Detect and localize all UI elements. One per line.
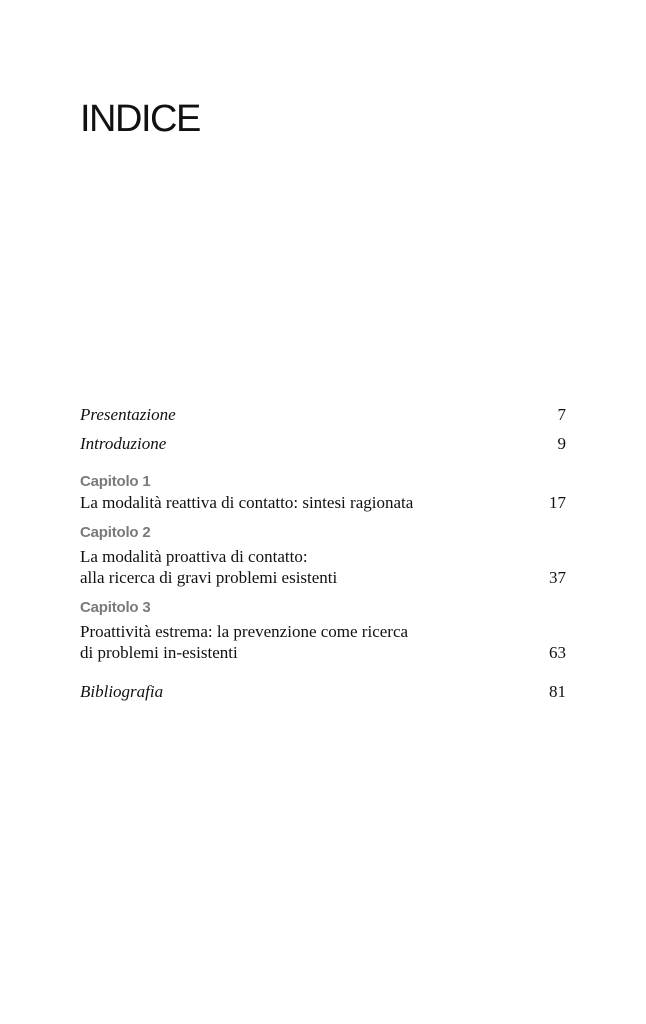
toc-entry-title: Bibliografia	[80, 682, 164, 701]
page-title: INDICE	[80, 98, 200, 140]
chapter-title-line-1: Proattività estrema: la prevenzione come ricerca	[80, 622, 409, 641]
toc-entry-bibliografia[interactable]	[80, 681, 566, 702]
chapter-label: Capitolo 1	[80, 473, 151, 490]
chapter-title-line-2: alla ricerca di gravi problemi esistenti	[80, 568, 338, 587]
toc-page-number: 63	[549, 643, 566, 662]
chapter-title-line-1: La modalità proattiva di contatto:	[80, 547, 308, 566]
chapter-title-line-2: di problemi in-esistenti	[80, 643, 238, 662]
table-of-contents	[80, 404, 566, 702]
chapter-label: Capitolo 3	[80, 599, 151, 616]
toc-entry-introduzione[interactable]	[80, 433, 566, 454]
toc-page-number: 37	[549, 568, 566, 587]
toc-entry-capitolo-3[interactable]	[80, 598, 566, 663]
toc-page-number: 7	[557, 405, 566, 424]
chapter-title: La modalità reattiva di contatto: sintesi ragionata	[80, 493, 414, 512]
toc-page-number: 81	[549, 682, 566, 701]
toc-page-number: 9	[557, 434, 566, 453]
toc-page-number: 17	[549, 493, 566, 512]
toc-entry-title: Introduzione	[80, 434, 167, 453]
toc-entry-title: Presentazione	[80, 405, 176, 424]
chapter-label: Capitolo 2	[80, 524, 151, 541]
toc-entry-presentazione[interactable]	[80, 404, 566, 425]
toc-entry-capitolo-2[interactable]	[80, 523, 566, 588]
toc-entry-capitolo-1[interactable]	[80, 472, 566, 513]
